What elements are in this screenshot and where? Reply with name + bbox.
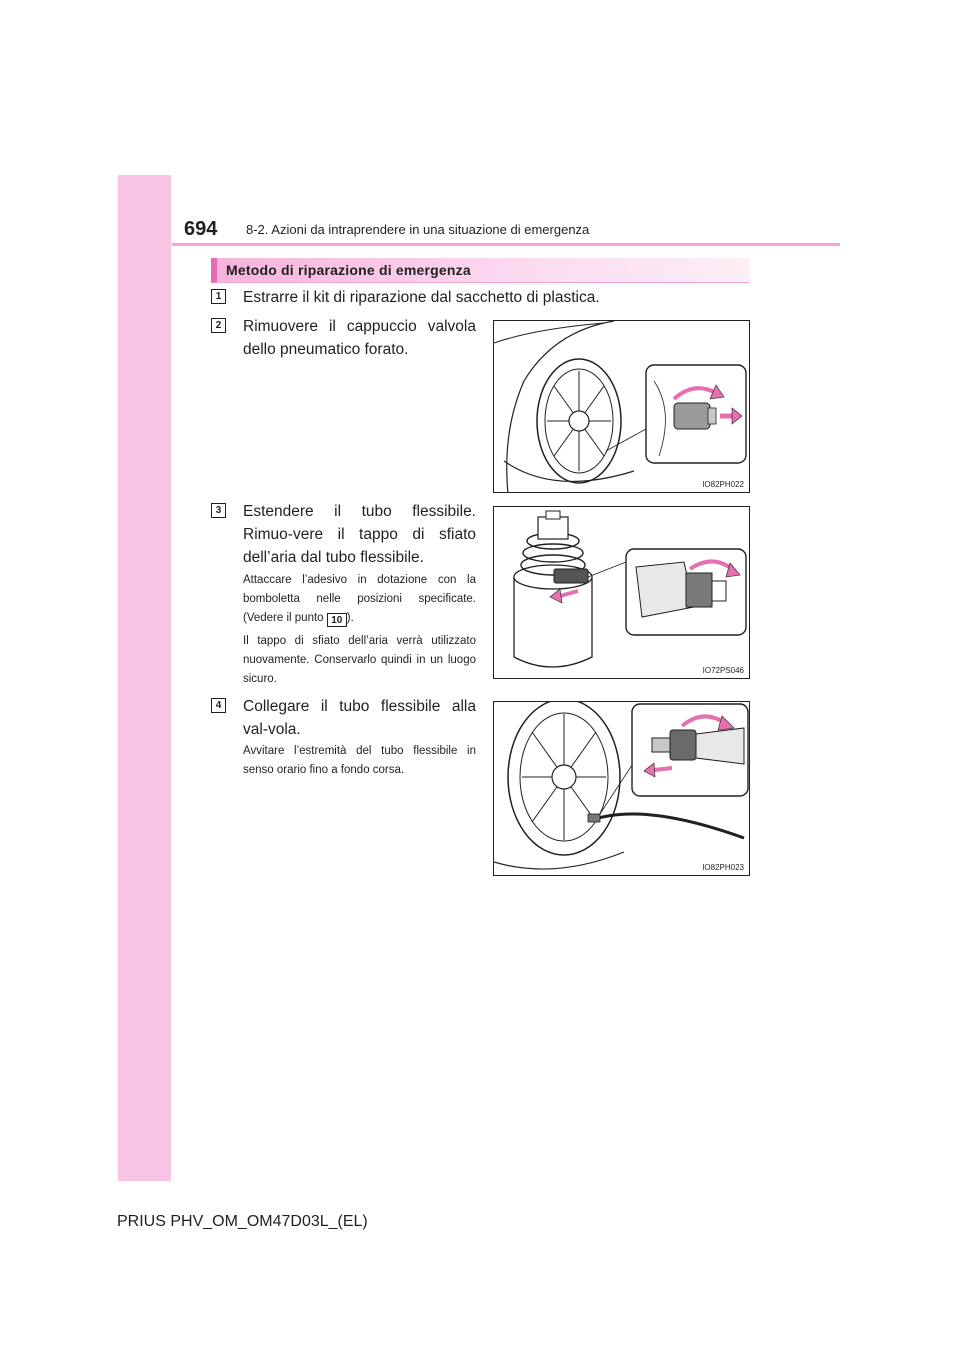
figure-code: IO82PH022 <box>702 480 744 489</box>
step-3-note-air-cap: Il tappo di sfiato dell’aria verrà utilizzato nuovamente. Conservarlo quindi in un luogo sicuro. <box>243 635 476 685</box>
step-reference-box: 10 <box>327 613 347 627</box>
side-tab-strip <box>118 175 171 1181</box>
section-title: Metodo di riparazione di emergenza <box>226 262 471 278</box>
figure-hose-extension <box>493 506 750 679</box>
valve-cap-illustration <box>494 321 750 493</box>
figure-code: IO82PH023 <box>702 863 744 872</box>
figure-code: IO72PS046 <box>702 666 744 675</box>
figure-valve-cap-removal <box>493 320 750 493</box>
step-3-note-sticker-text: Attaccare l’adesivo in dotazione con la bomboletta nelle posizioni specificate. (Vedere il punto <box>243 574 476 624</box>
step-3-note-sticker-end: ). <box>346 612 354 624</box>
hose-and-bottle-illustration <box>494 507 750 679</box>
step-3-text: Estendere il tubo flessibile. Rimuo-vere il tappo di sfiato dell’aria dal tubo flessibile. <box>243 503 476 566</box>
chapter-header: 8-2. Azioni da intraprendere in una situazione di emergenza <box>246 222 590 237</box>
step-number-2: 2 <box>211 318 226 333</box>
page-number: 694 <box>184 218 218 240</box>
section-heading-bar <box>211 258 749 283</box>
step-4-text: Collegare il tubo flessibile alla val-vola. <box>243 698 476 738</box>
document-code: PRIUS PHV_OM_OM47D03L_(EL) <box>117 1213 368 1230</box>
figure-hose-connection <box>493 701 750 876</box>
step-number-1: 1 <box>211 289 226 304</box>
step-3-note-sticker <box>243 571 476 628</box>
step-2-text: Rimuovere il cappuccio valvola dello pneumatico forato. <box>243 318 476 358</box>
step-4-note: Avvitare l’estremità del tubo flessibile in senso orario fino a fondo corsa. <box>243 745 476 776</box>
step-number-4: 4 <box>211 698 226 713</box>
step-1-text: Estrarre il kit di riparazione dal sacchetto di plastica. <box>243 289 600 306</box>
header-rule <box>172 243 840 246</box>
hose-valve-illustration <box>494 702 750 876</box>
step-number-3: 3 <box>211 503 226 518</box>
